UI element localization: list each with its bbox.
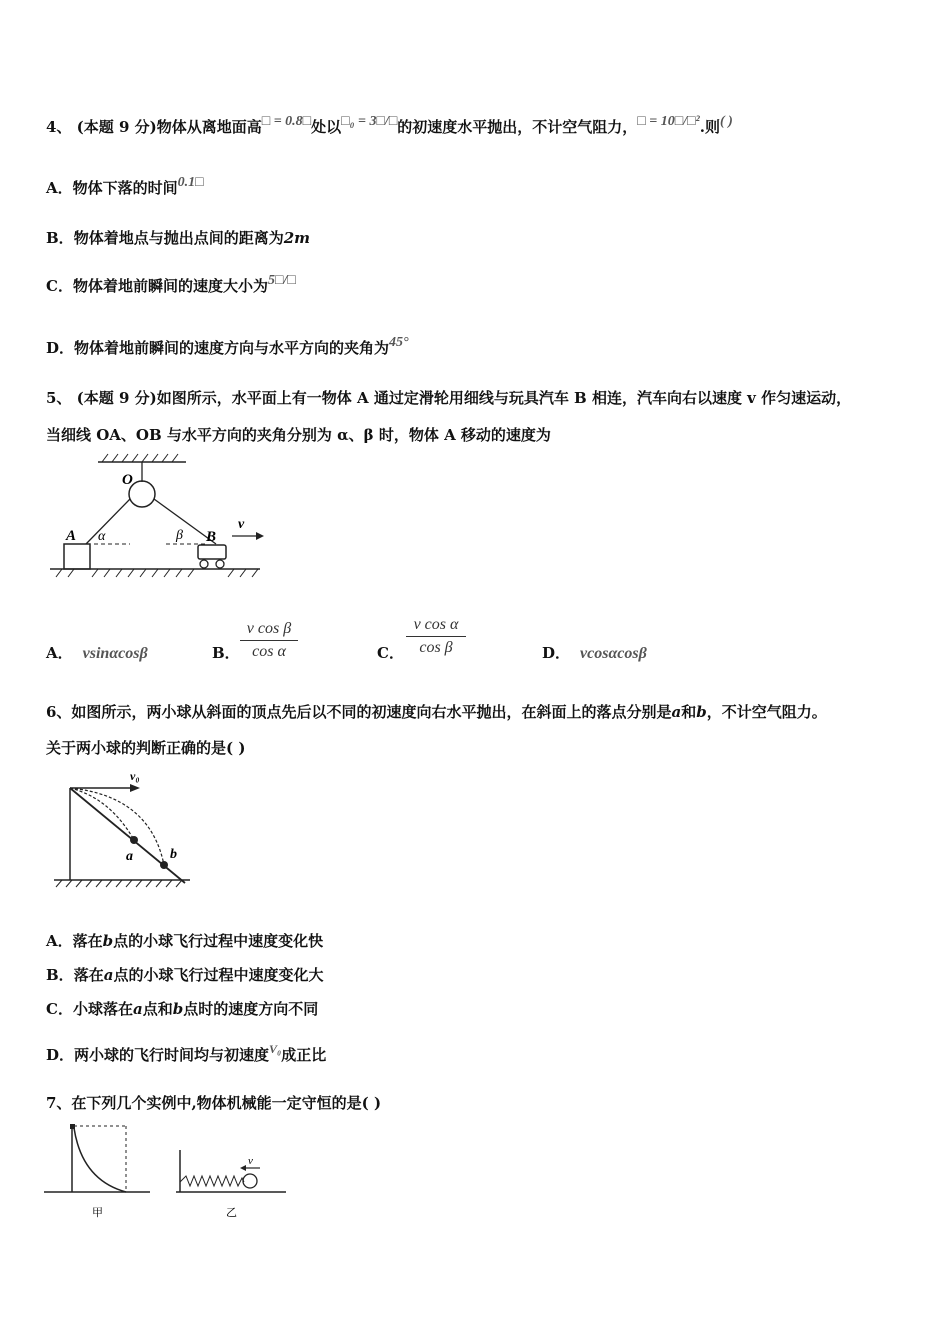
q4-a-math: 0.1□: [177, 175, 204, 190]
q5-option-b-label: B．: [212, 644, 240, 662]
q4-c-math: 5□/□: [267, 273, 296, 288]
q5-pulley-figure: [46, 452, 276, 582]
q4-h-expr: □ = 0.8□: [261, 114, 312, 129]
q4-g-expr: □ = 10□/□²: [637, 114, 700, 129]
q6-d-math: V₀: [269, 1042, 282, 1056]
fig-label-yi: 乙: [226, 1207, 237, 1219]
fig-label-v0: v₀: [130, 769, 140, 783]
q4-option-d: D．物体着地前瞬间的速度方向与水平方向的夹角为45°: [46, 335, 409, 357]
q5-option-a: A． vsinαcosβ: [46, 644, 148, 662]
fig-label-alpha: α: [98, 529, 106, 544]
q7-figure-yi: [176, 1140, 291, 1220]
q5-d-math: vcosαcosβ: [580, 645, 647, 662]
q6-stem-line2: 关于两小球的判断正确的是( ): [46, 739, 246, 757]
q4-option-c: C．物体着地前瞬间的速度大小为5□/□: [46, 273, 296, 295]
fig-label-b: B: [206, 529, 217, 545]
q5-option-c-fraction: v cos α cos β: [406, 616, 466, 657]
q6-incline-figure: [50, 768, 200, 893]
q5-stem-line1: 5、 (本题 9 分)如图所示，水平面上有一物体 A 通过定滑轮用细线与玩具汽车 B 相连，汽车向右以速度 v 作匀速运动，: [46, 389, 852, 407]
fig-label-v: v: [238, 517, 245, 532]
q6-option-a: A．落在b点的小球飞行过程中速度变化快: [46, 932, 324, 950]
fig-label-a: A: [66, 528, 77, 544]
q5-a-math: vsinαcosβ: [82, 645, 148, 662]
q4-option-a: A．物体下落的时间0.1□: [46, 175, 204, 197]
fig-label-yi-v: v: [248, 1155, 253, 1167]
q4-d-math: 45°: [389, 335, 409, 350]
fig-label-o: O: [122, 472, 133, 488]
q6-option-d: D．两小球的飞行时间均与初速度$^{V_0}$成正比: [46, 1042, 327, 1064]
q7-stem: 7、在下列几个实例中,物体机械能一定守恒的是( ): [46, 1094, 382, 1112]
q6-option-b: B．落在a点的小球飞行过程中速度变化大: [46, 966, 324, 984]
q4-stem: 4、 (本题 9 分)物体从离地面高□ = 0.8□处以□₀ = 3□/□的初速度水平抛出，不计空气阻力，□ = 10□/□².则( ): [46, 114, 733, 136]
fig-label-beta: β: [176, 528, 183, 543]
q7-figure-jia: [44, 1120, 154, 1220]
q4-option-b: B．物体着地点与抛出点间的距离为2m: [46, 229, 311, 247]
q6-stem-line1: 6、如图所示，两小球从斜面的顶点先后以不同的初速度向右水平抛出，在斜面上的落点分别是a和b，不计空气阻力。: [46, 703, 827, 721]
q4-paren: ( ): [719, 114, 733, 129]
fig-label-point-b: b: [170, 847, 177, 862]
q5-option-d: D． vcosαcosβ: [542, 644, 647, 662]
fig-label-jia: 甲: [92, 1207, 103, 1219]
q5-option-b-fraction: v cos β cos α: [240, 620, 298, 661]
q5-option-c-label: C．: [377, 644, 404, 662]
fig-label-point-a: a: [126, 849, 133, 864]
q4-v0-expr: □₀ = 3□/□: [341, 114, 398, 129]
q6-option-c: C．小球落在a点和b点时的速度方向不同: [46, 1000, 319, 1018]
q5-stem-line2: 当细线 OA、OB 与水平方向的夹角分别为 α、β 时，物体 A 移动的速度为: [46, 426, 551, 444]
